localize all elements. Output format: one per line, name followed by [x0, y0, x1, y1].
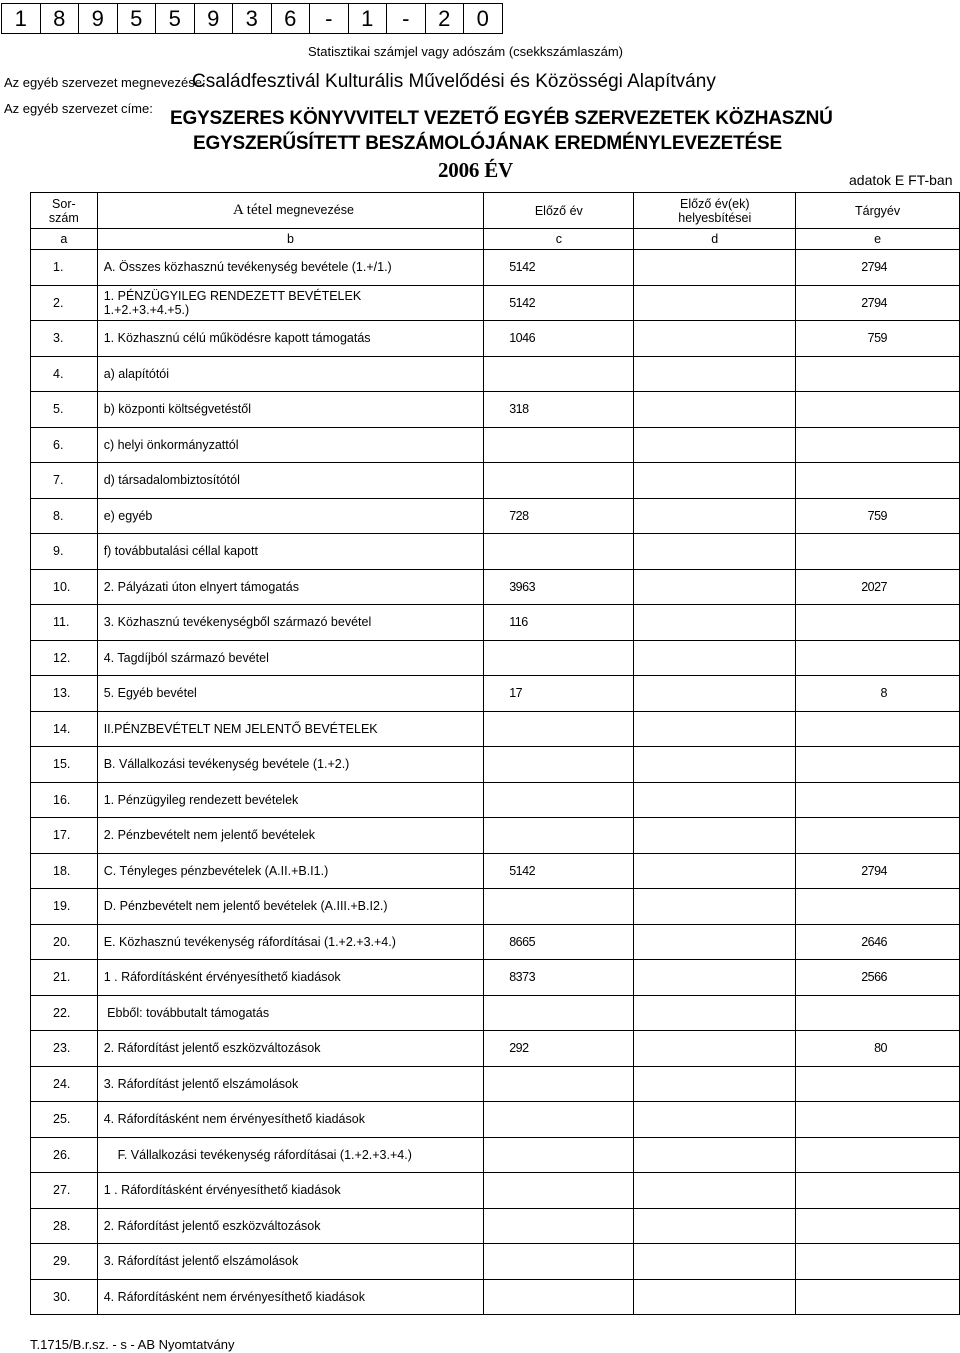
row-number: 30.	[31, 1279, 98, 1315]
org-name: Családfesztivál Kulturális Művelődési és Közösségi Alapítvány	[192, 71, 716, 92]
table-row	[31, 1031, 960, 1067]
table-row	[31, 1137, 960, 1173]
value-current-year: 2794	[796, 285, 960, 321]
value-correction	[634, 285, 796, 321]
value-current-year	[796, 1244, 960, 1280]
tax-caption: Statisztikai számjel vagy adószám (csekkszámlaszám)	[308, 44, 623, 59]
tax-digit-box: 1	[1, 3, 41, 34]
value-previous-year: 8373	[484, 960, 634, 996]
units-label: adatok E FT-ban	[849, 172, 953, 188]
tax-number-boxes	[2, 3, 503, 34]
row-label	[97, 640, 484, 676]
table-row	[31, 924, 960, 960]
table-row	[31, 285, 960, 321]
header-elozo-ev: Előző év	[484, 193, 634, 229]
row-label	[97, 1244, 484, 1280]
table-row	[31, 747, 960, 783]
value-correction	[634, 995, 796, 1031]
col-letter-e: e	[796, 229, 960, 250]
header-targyev: Tárgyév	[796, 193, 960, 229]
row-label-text: II.PÉNZBEVÉTELT NEM JELENTŐ BEVÉTELEK	[103, 721, 378, 736]
value-current-year	[796, 1066, 960, 1102]
table-row	[31, 1066, 960, 1102]
row-label-text: D. Pénzbevételt nem jelentő bevételek (A.III.+B.I2.)	[103, 899, 388, 914]
value-previous-year: 3963	[484, 569, 634, 605]
table-row	[31, 1102, 960, 1138]
row-label-text: 2. Ráfordítást jelentő eszközváltozások	[103, 1041, 321, 1056]
value-current-year	[796, 818, 960, 854]
table-row	[31, 498, 960, 534]
row-label-text: 1. Pénzügyileg rendezett bevételek	[103, 792, 299, 807]
value-current-year: 8	[796, 676, 960, 712]
value-previous-year	[484, 1244, 634, 1280]
row-number: 4.	[31, 356, 98, 392]
table-row	[31, 1244, 960, 1280]
value-current-year: 2794	[796, 853, 960, 889]
row-number: 18.	[31, 853, 98, 889]
value-correction	[634, 356, 796, 392]
value-current-year	[796, 995, 960, 1031]
row-label-text: 4. Tagdíjból származó bevétel	[103, 650, 269, 665]
value-current-year	[796, 427, 960, 463]
value-correction	[634, 463, 796, 499]
row-number: 16.	[31, 782, 98, 818]
row-label-text: b) központi költségvetéstől	[103, 402, 252, 417]
row-label	[97, 250, 484, 286]
header-sorszam-1: Sor-	[52, 196, 76, 211]
tax-digit-box: 1	[348, 3, 388, 34]
value-previous-year: 1046	[484, 321, 634, 357]
table-row	[31, 321, 960, 357]
row-label-text: 2. Pénzbevételt nem jelentő bevételek	[103, 828, 315, 843]
table-row	[31, 889, 960, 925]
header-tetel-2: megnevezése	[272, 203, 354, 217]
row-label-text: F. Vállalkozási tevékenység ráfordításai (1.+2.+3.+4.)	[103, 1147, 412, 1162]
value-correction	[634, 534, 796, 570]
row-label	[97, 924, 484, 960]
table-row	[31, 1208, 960, 1244]
header-row	[31, 193, 960, 229]
row-label	[97, 1031, 484, 1067]
row-number: 23.	[31, 1031, 98, 1067]
value-correction	[634, 1102, 796, 1138]
row-label	[97, 1279, 484, 1315]
table-row	[31, 818, 960, 854]
value-current-year	[796, 640, 960, 676]
results-table	[30, 192, 960, 1315]
row-number: 22.	[31, 995, 98, 1031]
row-label	[97, 676, 484, 712]
row-label-text: B. Vállalkozási tevékenység bevétele (1.+2.)	[103, 757, 350, 772]
row-label	[97, 1208, 484, 1244]
value-correction	[634, 924, 796, 960]
value-correction	[634, 1208, 796, 1244]
row-label	[97, 711, 484, 747]
row-label	[97, 818, 484, 854]
row-label	[97, 747, 484, 783]
row-number: 8.	[31, 498, 98, 534]
value-previous-year	[484, 1137, 634, 1173]
org-address-label: Az egyéb szervezet címe:	[4, 101, 153, 116]
value-previous-year	[484, 818, 634, 854]
row-number: 3.	[31, 321, 98, 357]
table-row	[31, 427, 960, 463]
value-current-year: 2794	[796, 250, 960, 286]
row-label-text: 4. Ráfordításként nem érvényesíthető kiadások	[103, 1112, 365, 1127]
column-letters-row	[31, 229, 960, 250]
table-row	[31, 569, 960, 605]
value-current-year	[796, 782, 960, 818]
tax-digit-box: 5	[117, 3, 157, 34]
tax-digit-box: 0	[463, 3, 503, 34]
table-row	[31, 711, 960, 747]
value-correction	[634, 250, 796, 286]
value-previous-year	[484, 711, 634, 747]
value-correction	[634, 392, 796, 428]
table-row	[31, 640, 960, 676]
report-title-line2: EGYSZERŰSÍTETT BESZÁMOLÓJÁNAK EREDMÉNYLEVEZETÉSE	[193, 133, 782, 154]
value-correction	[634, 321, 796, 357]
header-sorszam	[31, 193, 98, 229]
header-helyesbites	[634, 193, 796, 229]
row-number: 2.	[31, 285, 98, 321]
table-row	[31, 1279, 960, 1315]
row-label	[97, 498, 484, 534]
tax-digit-box: 3	[232, 3, 272, 34]
value-previous-year	[484, 1173, 634, 1209]
row-label	[97, 1102, 484, 1138]
value-current-year	[796, 392, 960, 428]
value-correction	[634, 889, 796, 925]
row-label-text: c) helyi önkormányzattól	[103, 437, 239, 452]
value-current-year: 759	[796, 321, 960, 357]
value-correction	[634, 640, 796, 676]
row-label	[97, 995, 484, 1031]
value-current-year: 759	[796, 498, 960, 534]
col-letter-d: d	[634, 229, 796, 250]
value-previous-year: 116	[484, 605, 634, 641]
value-correction	[634, 1031, 796, 1067]
row-label	[97, 1066, 484, 1102]
row-number: 25.	[31, 1102, 98, 1138]
row-number: 7.	[31, 463, 98, 499]
row-label-text: A. Összes közhasznú tevékenység bevétele (1.+/1.)	[103, 260, 392, 275]
table-row	[31, 782, 960, 818]
row-number: 29.	[31, 1244, 98, 1280]
tax-digit-box: 9	[194, 3, 234, 34]
row-label	[97, 356, 484, 392]
row-label-text: 4. Ráfordításként nem érvényesíthető kiadások	[103, 1289, 365, 1304]
value-correction	[634, 818, 796, 854]
row-label-text-2: 1.+2.+3.+4.+5.)	[103, 302, 190, 317]
value-previous-year: 8665	[484, 924, 634, 960]
row-number: 21.	[31, 960, 98, 996]
value-current-year	[796, 1102, 960, 1138]
row-number: 13.	[31, 676, 98, 712]
row-label-text: E. Közhasznú tevékenység ráfordításai (1.+2.+3.+4.)	[103, 934, 396, 949]
table-row	[31, 605, 960, 641]
value-current-year: 2646	[796, 924, 960, 960]
col-letter-c: c	[484, 229, 634, 250]
value-current-year	[796, 1279, 960, 1315]
row-label-text: 3. Ráfordítást jelentő elszámolások	[103, 1076, 299, 1091]
row-number: 20.	[31, 924, 98, 960]
row-number: 5.	[31, 392, 98, 428]
value-current-year	[796, 711, 960, 747]
tax-digit-box: -	[386, 3, 426, 34]
value-previous-year	[484, 463, 634, 499]
header-tetel-1: A tétel	[233, 202, 273, 218]
value-previous-year	[484, 1066, 634, 1102]
value-current-year	[796, 1137, 960, 1173]
row-number: 19.	[31, 889, 98, 925]
value-previous-year	[484, 1208, 634, 1244]
row-label	[97, 853, 484, 889]
row-number: 6.	[31, 427, 98, 463]
table-row	[31, 392, 960, 428]
row-label	[97, 1173, 484, 1209]
row-label	[97, 605, 484, 641]
form-footer: T.1715/B.r.sz. - s - AB Nyomtatvány	[30, 1337, 235, 1352]
value-correction	[634, 960, 796, 996]
value-previous-year: 318	[484, 392, 634, 428]
value-correction	[634, 676, 796, 712]
row-number: 28.	[31, 1208, 98, 1244]
table-row	[31, 853, 960, 889]
row-label-text: 1 . Ráfordításként érvényesíthető kiadások	[103, 970, 341, 985]
value-correction	[634, 569, 796, 605]
table-row	[31, 250, 960, 286]
value-previous-year: 5142	[484, 853, 634, 889]
row-label-text: a) alapítótói	[103, 366, 170, 381]
value-current-year	[796, 605, 960, 641]
row-number: 1.	[31, 250, 98, 286]
row-label-text: C. Tényleges pénzbevételek (A.II.+B.I1.)	[103, 863, 329, 878]
value-current-year	[796, 1173, 960, 1209]
value-previous-year	[484, 356, 634, 392]
row-number: 27.	[31, 1173, 98, 1209]
value-previous-year	[484, 1279, 634, 1315]
value-correction	[634, 711, 796, 747]
value-current-year	[796, 356, 960, 392]
value-previous-year: 728	[484, 498, 634, 534]
tax-digit-box: 6	[271, 3, 311, 34]
tax-digit-box: 2	[425, 3, 465, 34]
value-correction	[634, 427, 796, 463]
value-previous-year	[484, 427, 634, 463]
row-number: 24.	[31, 1066, 98, 1102]
row-number: 14.	[31, 711, 98, 747]
value-previous-year: 5142	[484, 285, 634, 321]
value-previous-year: 292	[484, 1031, 634, 1067]
value-previous-year	[484, 1102, 634, 1138]
value-previous-year	[484, 747, 634, 783]
org-name-label: Az egyéb szervezet megnevezése:	[4, 75, 206, 90]
value-correction	[634, 782, 796, 818]
row-label	[97, 1137, 484, 1173]
value-current-year	[796, 747, 960, 783]
row-label	[97, 534, 484, 570]
tax-digit-box: 9	[78, 3, 118, 34]
table-row	[31, 676, 960, 712]
row-number: 12.	[31, 640, 98, 676]
value-current-year	[796, 889, 960, 925]
row-label-text: 3. Közhasznú tevékenységből származó bevétel	[103, 615, 372, 630]
value-correction	[634, 1173, 796, 1209]
row-label	[97, 889, 484, 925]
row-label	[97, 960, 484, 996]
table-row	[31, 356, 960, 392]
header-helyesbites-2: helyesbítései	[678, 210, 752, 225]
row-number: 10.	[31, 569, 98, 605]
table-row	[31, 463, 960, 499]
value-correction	[634, 1137, 796, 1173]
row-label-text: e) egyéb	[103, 508, 153, 523]
header-tetel	[97, 193, 484, 229]
table-row	[31, 1173, 960, 1209]
table-row	[31, 995, 960, 1031]
value-previous-year: 17	[484, 676, 634, 712]
row-label	[97, 782, 484, 818]
row-label-text: 2. Ráfordítást jelentő eszközváltozások	[103, 1218, 321, 1233]
table-row	[31, 534, 960, 570]
value-correction	[634, 853, 796, 889]
row-number: 11.	[31, 605, 98, 641]
value-previous-year	[484, 782, 634, 818]
row-label-text: 1. PÉNZÜGYILEG RENDEZETT BEVÉTELEK	[103, 288, 362, 303]
value-correction	[634, 1244, 796, 1280]
row-label-text: 1 . Ráfordításként érvényesíthető kiadások	[103, 1183, 341, 1198]
header-helyesbites-1: Előző év(ek)	[680, 196, 750, 211]
row-label	[97, 321, 484, 357]
row-number: 26.	[31, 1137, 98, 1173]
row-number: 9.	[31, 534, 98, 570]
tax-digit-box: 5	[155, 3, 195, 34]
value-current-year: 2566	[796, 960, 960, 996]
value-correction	[634, 605, 796, 641]
tax-digit-box: -	[309, 3, 349, 34]
row-label-text: f) továbbutalási céllal kapott	[103, 544, 258, 559]
row-label-text: 2. Pályázati úton elnyert támogatás	[103, 579, 299, 594]
col-letter-a: a	[31, 229, 98, 250]
value-previous-year: 5142	[484, 250, 634, 286]
row-number: 17.	[31, 818, 98, 854]
value-previous-year	[484, 534, 634, 570]
value-current-year: 80	[796, 1031, 960, 1067]
row-label	[97, 463, 484, 499]
row-label	[97, 427, 484, 463]
tax-digit-box: 8	[40, 3, 80, 34]
row-label	[97, 569, 484, 605]
row-label	[97, 285, 484, 321]
row-number: 15.	[31, 747, 98, 783]
row-label-text: Ebből: továbbutalt támogatás	[103, 1005, 270, 1020]
value-correction	[634, 1066, 796, 1102]
value-current-year	[796, 534, 960, 570]
value-correction	[634, 1279, 796, 1315]
value-current-year	[796, 1208, 960, 1244]
value-current-year: 2027	[796, 569, 960, 605]
value-correction	[634, 747, 796, 783]
row-label	[97, 392, 484, 428]
value-previous-year	[484, 995, 634, 1031]
col-letter-b: b	[97, 229, 484, 250]
report-title-line1: EGYSZERES KÖNYVVITELT VEZETŐ EGYÉB SZERVEZETEK KÖZHASZNÚ	[170, 108, 833, 129]
value-correction	[634, 498, 796, 534]
header-sorszam-2: szám	[48, 210, 79, 225]
table-row	[31, 960, 960, 996]
value-previous-year	[484, 640, 634, 676]
row-label-text: 1. Közhasznú célú működésre kapott támogatás	[103, 331, 371, 346]
row-label-text: 3. Ráfordítást jelentő elszámolások	[103, 1254, 299, 1269]
value-current-year	[796, 463, 960, 499]
value-previous-year	[484, 889, 634, 925]
row-label-text: d) társadalombiztosítótól	[103, 473, 240, 488]
row-label-text: 5. Egyéb bevétel	[103, 686, 197, 701]
report-year: 2006 ÉV	[438, 158, 514, 182]
